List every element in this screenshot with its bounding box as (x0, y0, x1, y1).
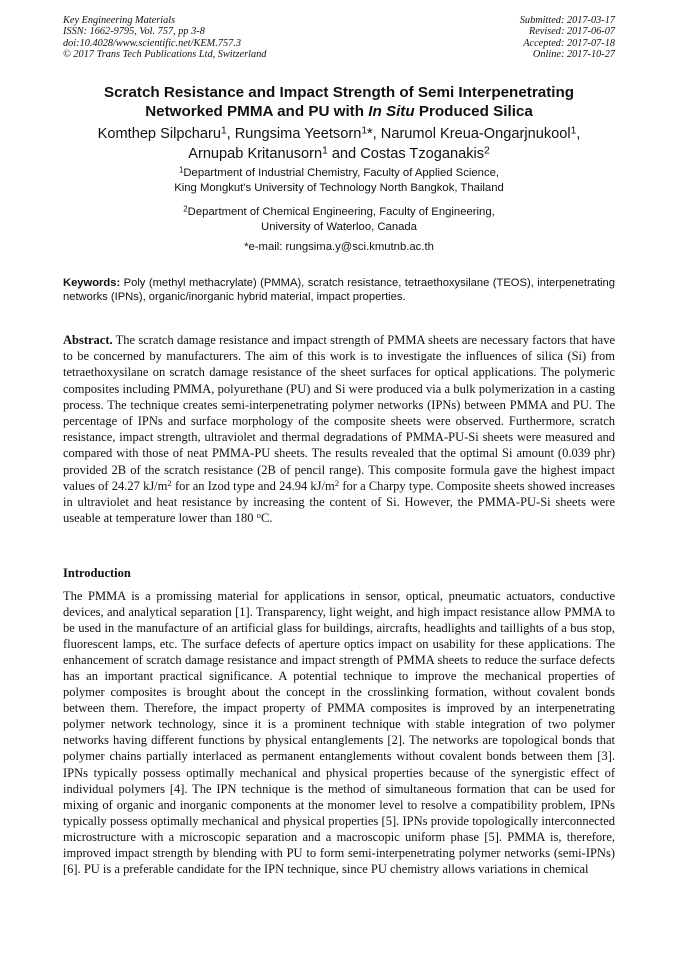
journal-header-left (63, 15, 266, 61)
introduction-heading: Introduction (63, 566, 131, 580)
keywords-label: Keywords: (63, 277, 121, 289)
journal-header-right (520, 15, 615, 61)
introduction-body: The PMMA is a promissing material for applications in sensor, optical, pneumatic actuators, conductive devices, and analytical separation [1]. Transparency, light weight, and high impact resistance allow PMMA to be used in the manufacture of an artificial glass for buildings, aircrafts, headlights and taillights of a bus stop, fluorescent lamps, etc. The surface defects of aperture optics impact on usability for these applications. The enhancement of scratch damage resistance and impact strength of PMMA sheets to reduce the surface defects has an important practical significance. A potential technique to improve the mechanical properties of polymer composites is brought about the concept in the crosslinking formation, without covalent bonds between them. Therefore, the impact property of PMMA composites is improved by an interpenetrating polymer network technology, since it is a prominent technique with stable integration of two polymer networks having different functions by physical entanglements [2]. The networks are topological bonds that polymer chains partially interlaced as permanent entanglements without covalent bonds between them [3]. IPNs typically possess optimally mechanical and physical properties because of the synergistic effect of individual polymers [4]. The IPN technique is the method of simultaneous formation that can be used for mixing of organic and inorganic components at the monomer level to resolve a compatibility problem, IPNs typically possess optimally mechanical and physical properties [5]. IPNs provide topologically interconnected microstructure with a microscopic separation and a macroscopic uniform phase [5]. PMMA is, therefore, improved impact strength by blending with PU to form semi-interpenetrating polymer networks (semi-IPNs) [6]. PU is a preferable candidate for the IPN technique, since PU chemistry allows variations in chemical (63, 589, 615, 876)
revised-date: Revised: 2017-06-07 (528, 26, 615, 38)
affiliation-2: $^2$Department of Chemical Engineering, Faculty of Engineering, University of Waterloo, Canada (183, 204, 495, 233)
doi-line: doi:10.4028/www.scientific.net/KEM.757.3 (63, 37, 241, 49)
affiliation-1: $^1$Department of Industrial Chemistry, Faculty of Applied Science, King Mongkut's University of Technology North Bangkok, Thailand (174, 165, 504, 194)
journal-name: Key Engineering Materials (63, 15, 176, 26)
author-list (30, 125, 648, 164)
keywords-text: Poly (methyl methacrylate) (PMMA), scratch resistance, tetraethoxysilane (TEOS), interpenetrating networks (IPNs), organic/inorganic hybrid material, impact properties. (63, 277, 615, 304)
author-line-2: Arnupab Kritanusorn$^1$ and Costas Tzoganakis$^2$ (188, 144, 490, 162)
copyright-line: © 2017 Trans Tech Publications Ltd, Switzerland (63, 49, 267, 61)
author-line-1: Komthep Silpcharu$^1$, Rungsima Yeetsorn$^1$*, Narumol Kreua-Ongarjnukool$^1$, (97, 125, 581, 142)
submitted-date: Submitted: 2017-03-17 (519, 15, 615, 26)
title-line-2: Networked PMMA and PU with In Situ Produced Silica (145, 103, 533, 120)
online-date: Online: 2017-10-27 (532, 49, 615, 61)
keywords-section (63, 276, 615, 304)
paper-title (40, 83, 638, 121)
accepted-date: Accepted: 2017-07-18 (523, 37, 615, 49)
abstract-label: Abstract. (63, 333, 113, 347)
corresponding-email: *e-mail: rungsima.y@sci.kmutnb.ac.th (244, 241, 434, 253)
abstract-section: Abstract. The scratch damage resistance and impact strength of PMMA sheets are necessary factors that have to be concerned by manufacturers. The aim of this work is to investigate the influences of silica (Si) from tetraethoxysilane on scratch damage resistance of the sheet surfaces for optical applications. The polymeric composites including PMMA, polyurethane (PU) and Si were produced via a bulk polymerization in a casting process. The technique creates semi-interpenetrating polymer networks (IPNs) between PMMA and PU. The percentage of IPNs and surface morphology of the composite sheets were observed. Furthermore, scratch resistance, impact strength, ultraviolet and thermal degradations of PMMA-PU-Si sheets were measured and compared with those of neat PMMA-PU sheets. The results revealed that the optimal Si amount (0.039 phr) provided 2B of the scratch resistance (2B of pencil range). This composite formula gave the highest impact values of 24.27 $kJ/m^2$ for an Izod type and 24.94 $kJ/m^2$ for a Charpy type. Composite sheets showed increases in ultraviolet and heat resistance by increasing the content of Si. However, the PMMA-PU-Si sheets were useable at temperature lower than 180 $^o$C. (63, 333, 615, 526)
issn-line: ISSN: 1662-9795, Vol. 757, pp 3-8 (63, 26, 205, 38)
title-line-1: Scratch Resistance and Impact Strength of Semi Interpenetrating (103, 84, 575, 101)
